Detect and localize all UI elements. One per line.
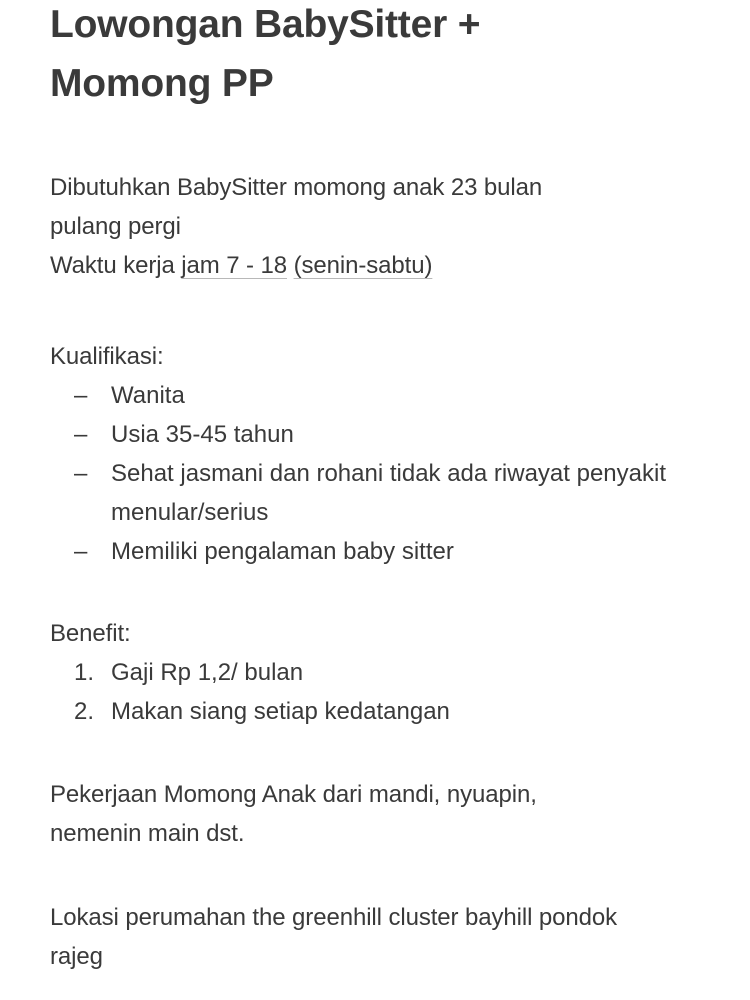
list-item-text: Usia 35-45 tahun (111, 421, 294, 448)
benefits-section (50, 614, 450, 731)
job-posting (50, 0, 730, 970)
list-item-text: Sehat jasmani dan rohani tidak ada riwayat penyakit menular/serius (111, 460, 666, 526)
intro-line-2: pulang pergi (50, 213, 181, 240)
list-item (50, 653, 450, 692)
job-description-line-2: nemenin main dst. (50, 820, 245, 847)
qualifications-list (50, 376, 730, 571)
location-line-1: Lokasi perumahan the greenhill cluster bayhill pondok (50, 904, 618, 931)
list-item-text: Makan siang setiap kedatangan (111, 698, 450, 725)
location-section (50, 898, 617, 976)
title-line-2: Momong PP (50, 62, 274, 105)
list-item-text: Wanita (111, 382, 185, 409)
location-line-2: rajeg (50, 943, 103, 970)
work-hours-link[interactable]: jam 7 - 18 (181, 252, 287, 279)
benefits-heading: Benefit: (50, 620, 131, 647)
intro-line-1: Dibutuhkan BabySitter momong anak 23 bulan (50, 174, 543, 201)
list-number: 1. (74, 659, 95, 686)
work-time-label: Waktu kerja (50, 252, 182, 279)
list-item-text: Gaji Rp 1,2/ bulan (111, 659, 304, 686)
list-item (50, 376, 730, 415)
benefits-list (50, 653, 450, 731)
list-number: 2. (74, 698, 95, 725)
intro-section (50, 168, 542, 285)
title-line-1: Lowongan BabySitter + (50, 3, 481, 46)
dash-bullet-icon: – (74, 382, 88, 409)
dash-bullet-icon: – (74, 538, 88, 565)
dash-bullet-icon: – (74, 460, 88, 487)
work-days-link[interactable]: (senin-sabtu) (293, 252, 433, 279)
list-item (50, 692, 450, 731)
list-item (50, 532, 730, 571)
qualifications-section (50, 337, 730, 571)
page-title (50, 0, 730, 113)
work-time (50, 246, 542, 285)
job-description-section (50, 775, 537, 853)
qualifications-heading: Kualifikasi: (50, 343, 164, 370)
job-description-line-1: Pekerjaan Momong Anak dari mandi, nyuapin, (50, 781, 537, 808)
list-item (50, 415, 730, 454)
dash-bullet-icon: – (74, 421, 88, 448)
list-item-text: Memiliki pengalaman baby sitter (111, 538, 454, 565)
list-item (50, 454, 730, 532)
